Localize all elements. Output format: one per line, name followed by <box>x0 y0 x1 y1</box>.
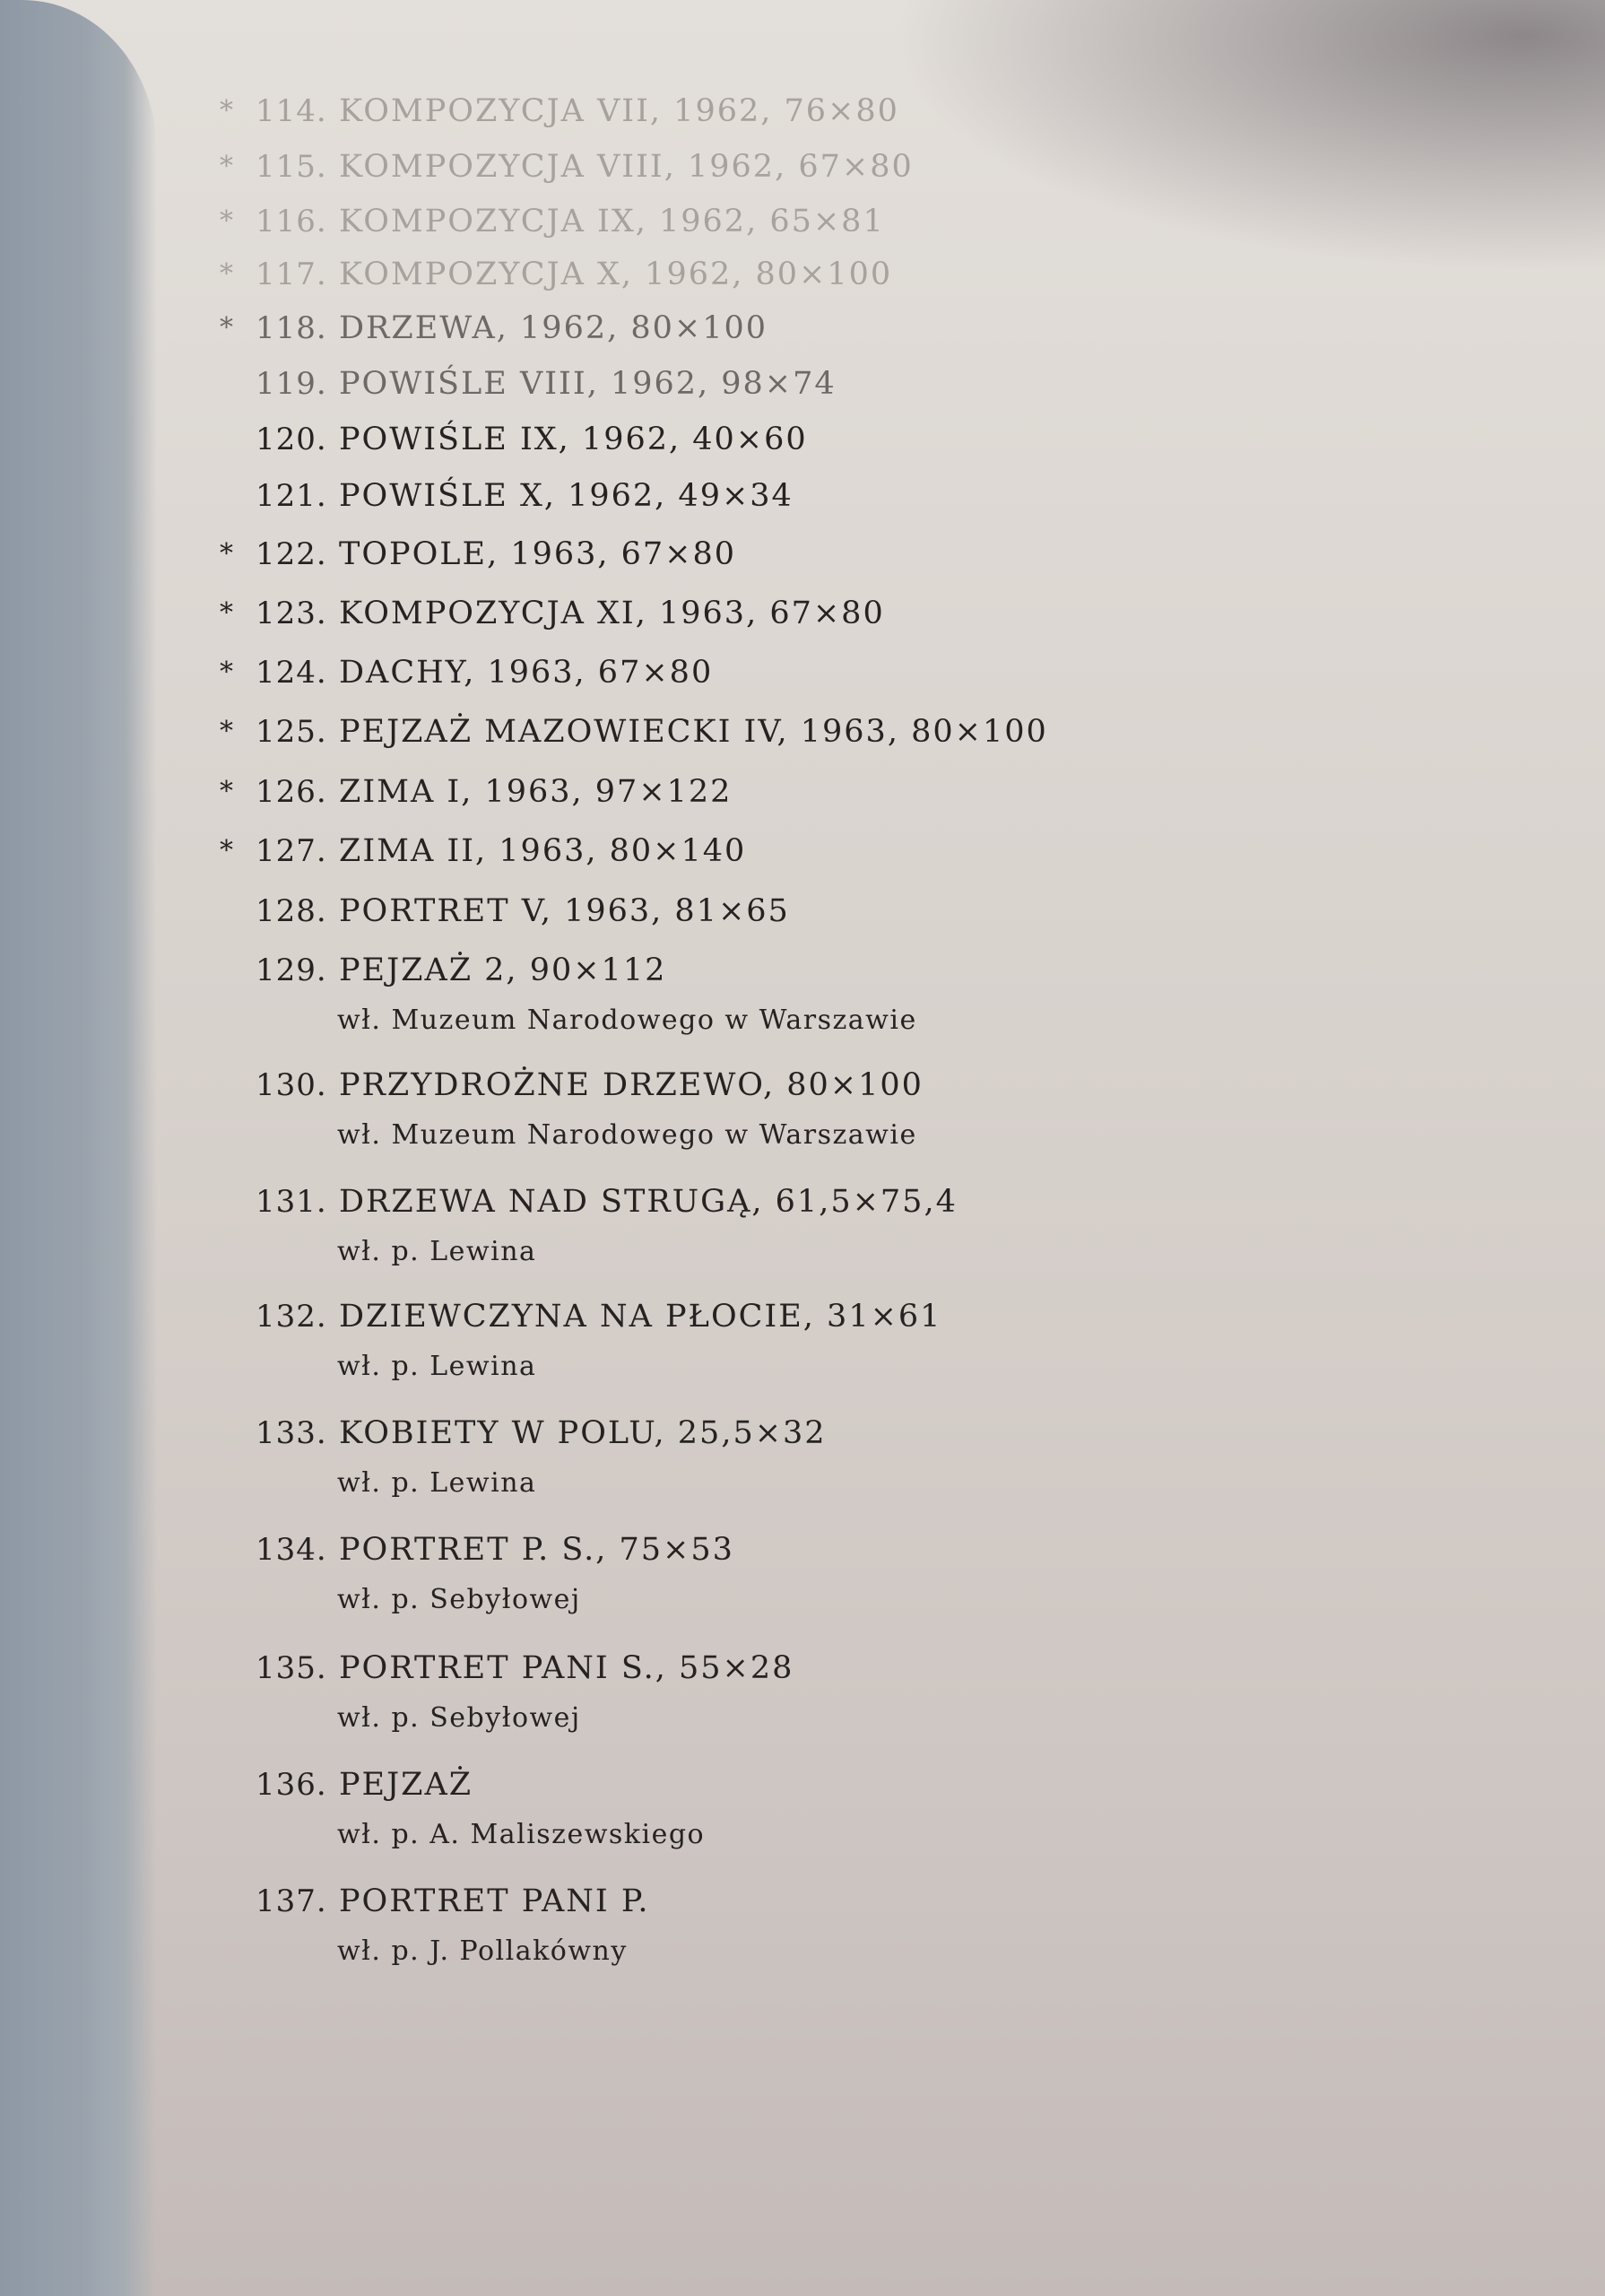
entry-title: POWIŚLE VIII, 1962, 98×74 <box>339 366 837 402</box>
entry-title: KOMPOZYCJA VIII, 1962, 67×80 <box>339 149 914 185</box>
entry-title: POWIŚLE IX, 1962, 40×60 <box>339 422 808 457</box>
entry-number: 127. <box>256 833 327 869</box>
entry-owner: wł. p. Sebyłowej <box>337 1584 581 1615</box>
catalog-entry <box>0 144 1255 190</box>
entry-number: 126. <box>256 774 327 810</box>
entry-title: KOMPOZYCJA VII, 1962, 76×80 <box>339 93 899 129</box>
entry-title: KOMPOZYCJA X, 1962, 80×100 <box>339 257 893 292</box>
entry-star: * <box>220 835 233 866</box>
catalog-entry <box>0 769 1255 815</box>
entry-number: 129. <box>256 952 327 988</box>
entry-title: KOMPOZYCJA IX, 1962, 65×81 <box>339 204 885 239</box>
entry-star: * <box>220 258 233 290</box>
catalog-entry <box>0 473 1255 519</box>
entry-number: 130. <box>256 1067 327 1103</box>
entry-owner: wł. p. Lewina <box>337 1236 537 1267</box>
entry-title: PORTRET PANI S., 55×28 <box>339 1650 794 1686</box>
catalog-entry <box>0 590 1255 637</box>
catalog-entry <box>0 1761 1255 1850</box>
entry-star: * <box>220 657 233 688</box>
entry-number: 124. <box>256 655 327 691</box>
entry-number: 120. <box>256 422 327 457</box>
entry-star: * <box>220 716 233 747</box>
catalog-entry <box>0 251 1255 298</box>
entry-number: 121. <box>256 478 327 514</box>
entry-number: 128. <box>256 893 327 929</box>
catalog-entry <box>0 1062 1255 1151</box>
catalog-entry <box>0 305 1255 352</box>
entry-number: 116. <box>256 204 327 239</box>
entry-star: * <box>220 538 233 570</box>
entry-number: 119. <box>256 366 327 402</box>
entry-number: 122. <box>256 536 327 572</box>
entry-number: 133. <box>256 1415 327 1451</box>
catalog-entry <box>0 828 1255 874</box>
catalog-entry <box>0 361 1255 407</box>
entry-owner: wł. p. Lewina <box>337 1351 537 1382</box>
entry-title: DRZEWA, 1962, 80×100 <box>339 310 768 346</box>
entry-number: 135. <box>256 1650 327 1686</box>
entry-star: * <box>220 95 233 126</box>
entry-star: * <box>220 312 233 344</box>
entry-star: * <box>220 776 233 807</box>
catalog-entry <box>0 888 1255 935</box>
entry-title: PEJZAŻ MAZOWIECKI IV, 1963, 80×100 <box>339 714 1048 750</box>
entry-owner: wł. Muzeum Narodowego w Warszawie <box>337 1119 917 1151</box>
entry-number: 136. <box>256 1767 327 1803</box>
entry-title: PORTRET P. S., 75×53 <box>339 1532 734 1568</box>
entry-number: 125. <box>256 714 327 750</box>
catalog-entry <box>0 1526 1255 1615</box>
catalog-entry <box>0 947 1255 1036</box>
entry-owner: wł. p. Sebyłowej <box>337 1702 581 1734</box>
entry-title: DZIEWCZYNA NA PŁOCIE, 31×61 <box>339 1299 942 1335</box>
catalog-entry <box>0 649 1255 696</box>
catalog-entry <box>0 198 1255 245</box>
entry-title: PEJZAŻ 2, 90×112 <box>339 952 667 988</box>
entry-number: 114. <box>256 93 327 129</box>
entry-number: 117. <box>256 257 327 292</box>
entry-number: 137. <box>256 1883 327 1919</box>
entry-title: KOMPOZYCJA XI, 1963, 67×80 <box>339 596 885 631</box>
entry-title: ZIMA II, 1963, 80×140 <box>339 833 747 869</box>
entry-number: 131. <box>256 1184 327 1220</box>
entry-star: * <box>220 597 233 629</box>
catalog-entry <box>0 1645 1255 1734</box>
catalog-entry <box>0 88 1255 135</box>
entry-title: ZIMA I, 1963, 97×122 <box>339 774 733 810</box>
catalog-entry <box>0 1293 1255 1382</box>
entry-owner: wł. p. Lewina <box>337 1467 537 1499</box>
entry-title: PRZYDROŻNE DRZEWO, 80×100 <box>339 1067 924 1103</box>
entry-number: 123. <box>256 596 327 631</box>
entry-number: 115. <box>256 149 327 185</box>
catalog-entry <box>0 531 1255 578</box>
entry-title: PORTRET PANI P. <box>339 1883 650 1919</box>
catalog-entry <box>0 1410 1255 1499</box>
entry-number: 132. <box>256 1299 327 1335</box>
entry-title: DACHY, 1963, 67×80 <box>339 655 714 691</box>
catalog-entry <box>0 416 1255 463</box>
catalog-entry <box>0 1178 1255 1267</box>
entry-title: TOPOLE, 1963, 67×80 <box>339 536 737 572</box>
entry-title: POWIŚLE X, 1962, 49×34 <box>339 478 794 514</box>
entry-owner: wł. p. J. Pollakówny <box>337 1935 628 1967</box>
catalog-entry <box>0 1878 1255 1967</box>
entry-star: * <box>220 205 233 237</box>
entry-owner: wł. p. A. Maliszewskiego <box>337 1819 706 1850</box>
entry-title: PEJZAŻ <box>339 1767 473 1803</box>
entry-number: 118. <box>256 310 327 346</box>
entry-number: 134. <box>256 1532 327 1568</box>
catalog-entry <box>0 709 1255 755</box>
entry-owner: wł. Muzeum Narodowego w Warszawie <box>337 1004 917 1036</box>
entry-title: KOBIETY W POLU, 25,5×32 <box>339 1415 827 1451</box>
entry-star: * <box>220 151 233 182</box>
entry-title: PORTRET V, 1963, 81×65 <box>339 893 790 929</box>
entry-title: DRZEWA NAD STRUGĄ, 61,5×75,4 <box>339 1184 958 1220</box>
